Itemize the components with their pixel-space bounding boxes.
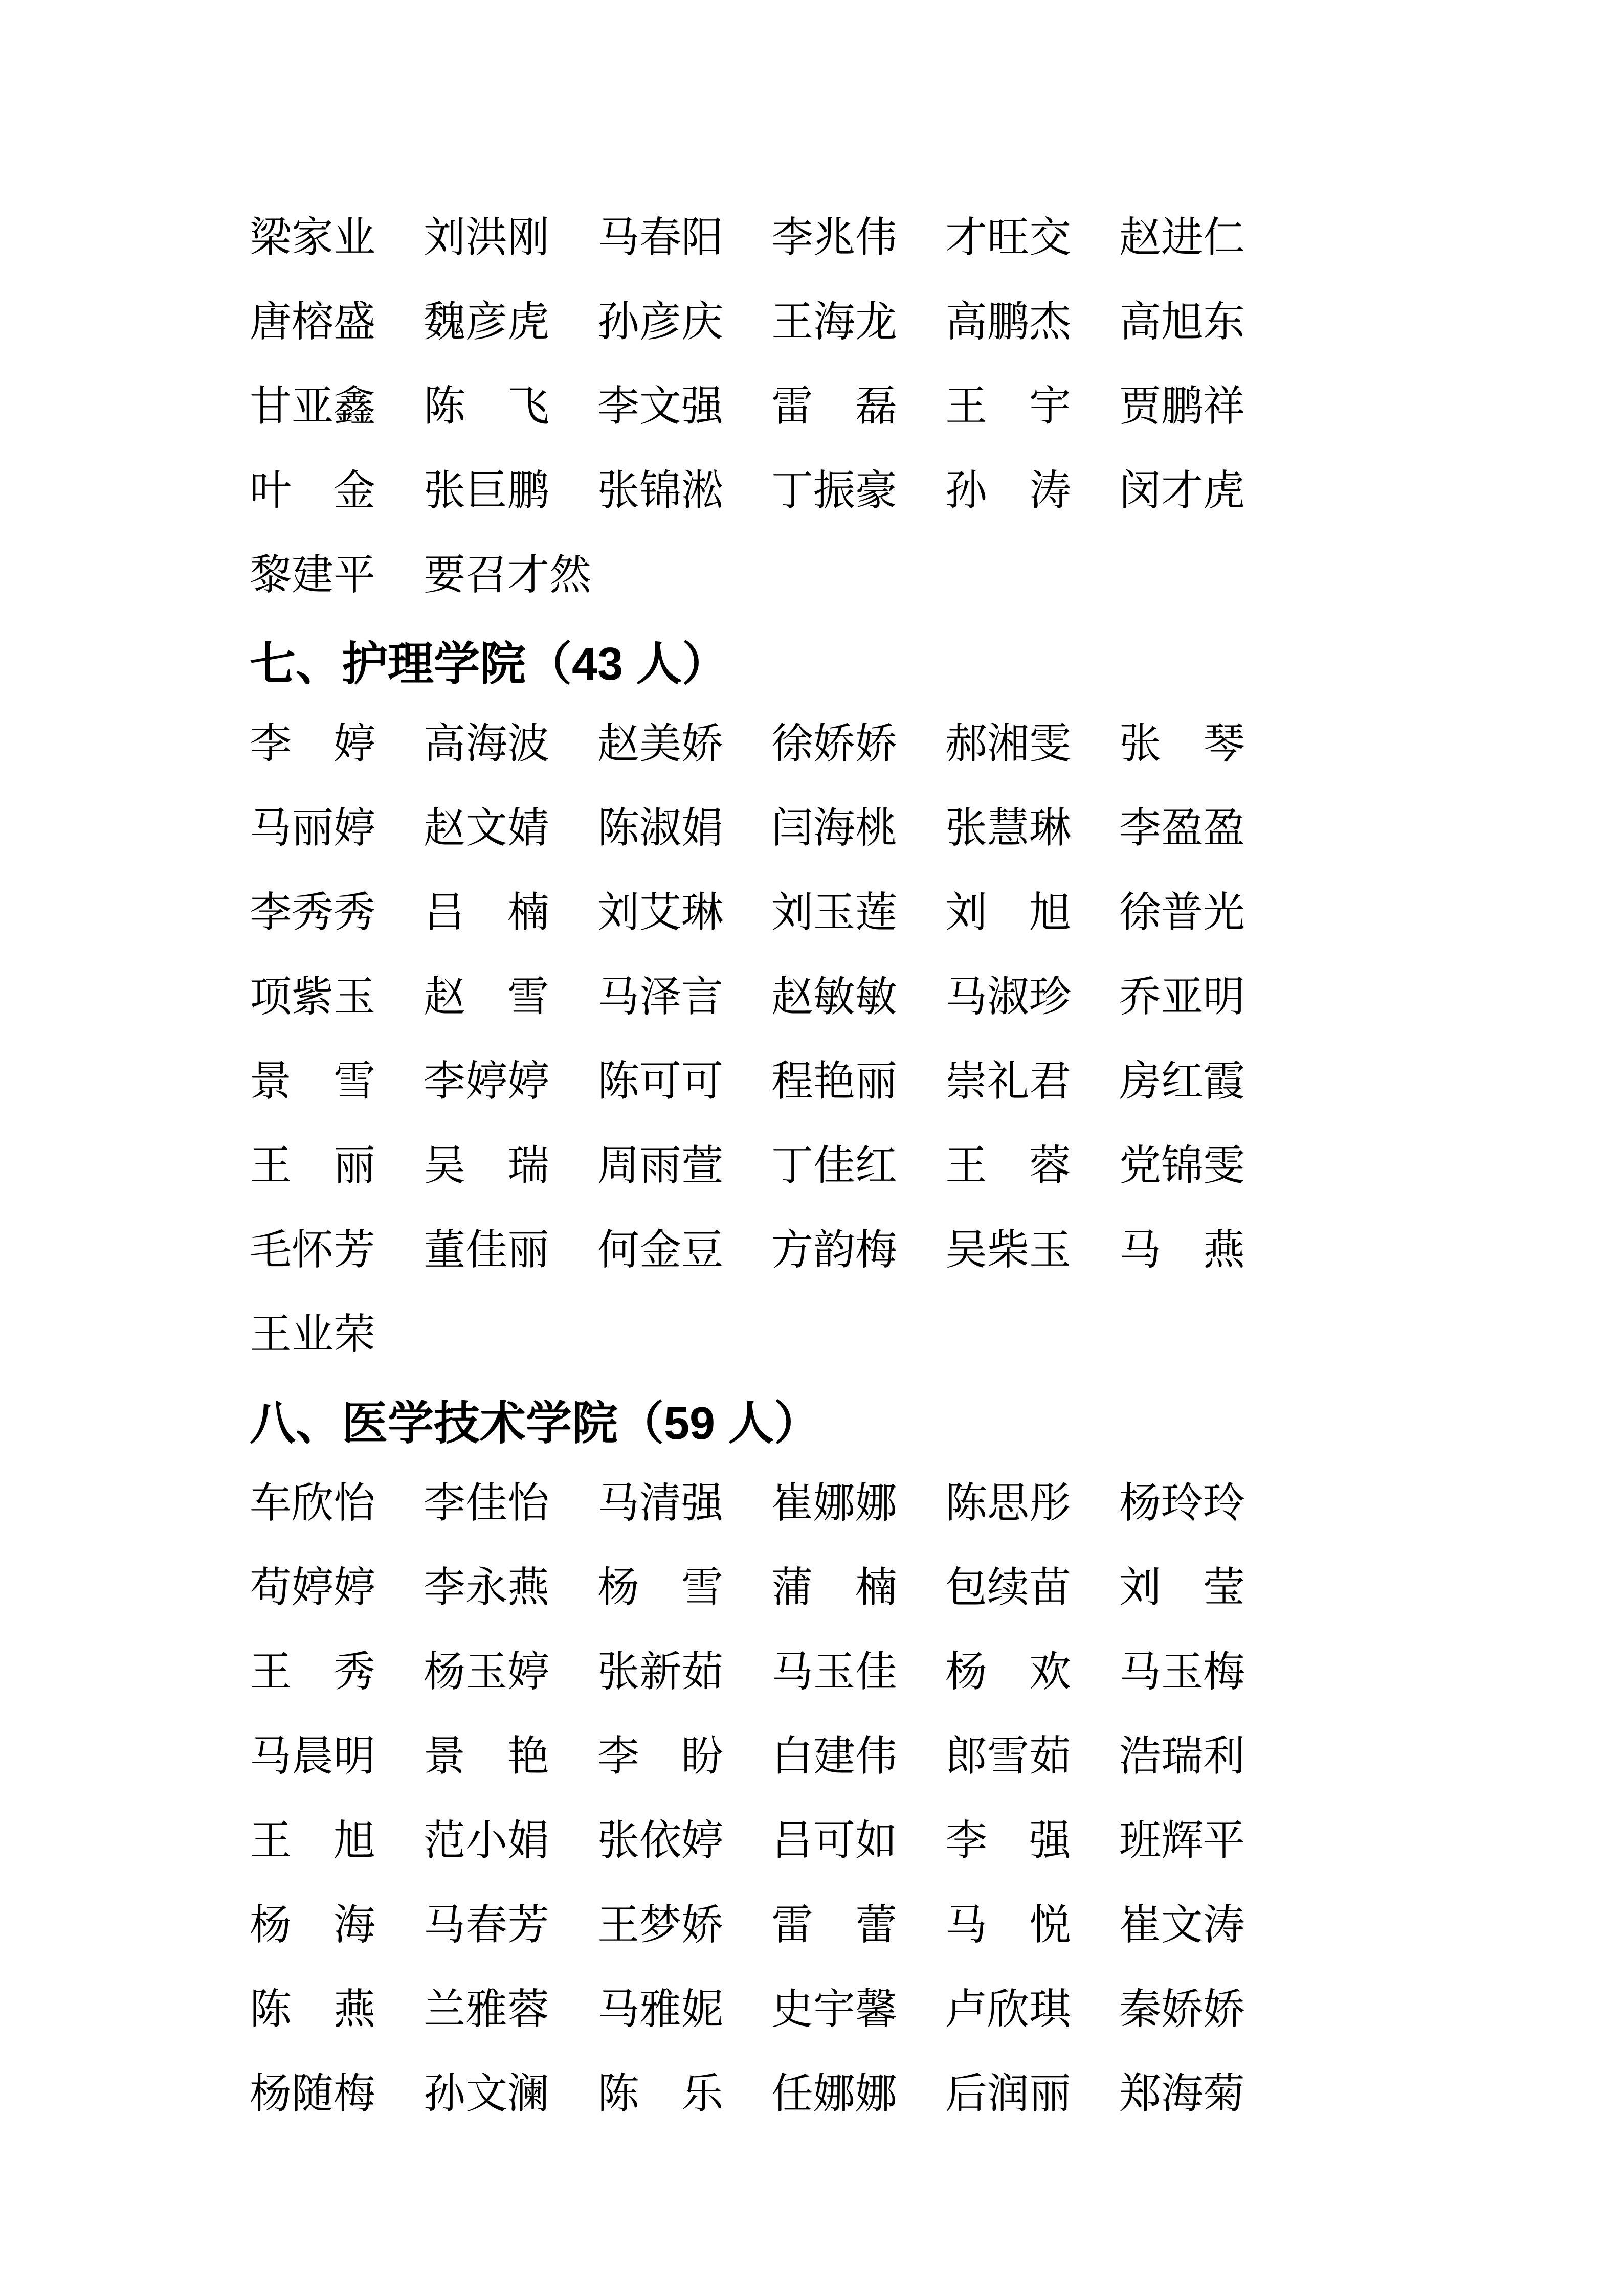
- name-cell: 马晨明: [250, 1733, 376, 1780]
- name-cell: 郑海菊: [1119, 2070, 1245, 2117]
- name-row: [250, 1545, 1375, 1630]
- name-row: [250, 448, 1375, 533]
- name-cell: 浩瑞利: [1119, 1733, 1245, 1780]
- name-list-content: [250, 195, 1375, 2136]
- name-cell: 范小娟: [424, 1817, 550, 1864]
- name-cell: 郝湘雯: [945, 721, 1072, 767]
- name-cell: 郎雪茹: [945, 1733, 1072, 1780]
- name-cell: 李 婷: [250, 721, 376, 767]
- name-cell: 杨 欢: [945, 1649, 1072, 1695]
- name-cell: 毛怀芳: [250, 1227, 376, 1273]
- name-cell: 李秀秀: [250, 889, 376, 936]
- name-cell: 秦娇娇: [1119, 1986, 1245, 2033]
- name-cell: 杨玉婷: [424, 1649, 550, 1695]
- name-cell: 雷 蕾: [771, 1902, 898, 1948]
- name-cell: 陈淑娟: [597, 805, 724, 851]
- name-cell: 王梦娇: [597, 1902, 724, 1948]
- name-cell: 班辉平: [1119, 1817, 1245, 1864]
- name-row: [250, 786, 1375, 870]
- name-cell: 孙彦庆: [597, 299, 724, 345]
- name-cell: 吴 瑞: [424, 1142, 550, 1189]
- name-cell: 赵美娇: [597, 721, 724, 767]
- name-cell: 高海波: [424, 721, 550, 767]
- name-cell: 贾鹏祥: [1119, 383, 1245, 430]
- name-cell: 马清强: [597, 1480, 724, 1526]
- name-cell: 景 雪: [250, 1058, 376, 1105]
- name-cell: 陈 燕: [250, 1986, 376, 2033]
- name-cell: 陈思彤: [945, 1480, 1072, 1526]
- name-cell: 陈可可: [597, 1058, 724, 1105]
- name-row: [250, 280, 1375, 364]
- name-cell: 刘 旭: [945, 889, 1072, 936]
- name-cell: 赵文婧: [424, 805, 550, 851]
- name-cell: 马雅妮: [597, 1986, 724, 2033]
- name-cell: 张锦淞: [597, 467, 724, 514]
- name-cell: 周雨萱: [597, 1142, 724, 1189]
- name-cell: 方韵梅: [771, 1227, 898, 1273]
- heading-nursing-college: 七、护理学院（43 人）: [250, 638, 728, 690]
- name-cell: 张依婷: [597, 1817, 724, 1864]
- name-cell: 李佳怡: [424, 1480, 550, 1526]
- name-cell: 魏彦虎: [424, 299, 550, 345]
- name-cell: 王 宇: [945, 383, 1072, 430]
- name-cell: 任娜娜: [771, 2070, 898, 2117]
- name-cell: 李文强: [597, 383, 724, 430]
- section-nursing-rows: [250, 702, 1375, 1377]
- name-cell: 雷 磊: [771, 383, 898, 430]
- name-cell: 项紫玉: [250, 974, 376, 1020]
- name-cell: 黎建平: [250, 552, 376, 598]
- name-cell: 车欣怡: [250, 1480, 376, 1526]
- name-cell: 刘 莹: [1119, 1564, 1245, 1611]
- name-row: [250, 1461, 1375, 1545]
- name-cell: 闵才虎: [1119, 467, 1245, 514]
- name-cell: 杨随梅: [250, 2070, 376, 2117]
- name-cell: 兰雅蓉: [424, 1986, 550, 2033]
- name-cell: 李 盼: [597, 1733, 724, 1780]
- name-cell: 卢欣琪: [945, 1986, 1072, 2033]
- name-row: [250, 1039, 1375, 1123]
- name-row: [250, 1123, 1375, 1208]
- name-cell: 王海龙: [771, 299, 898, 345]
- name-cell: 孙 涛: [945, 467, 1072, 514]
- name-cell: 董佳丽: [424, 1227, 550, 1273]
- name-cell: 高鹏杰: [945, 299, 1072, 345]
- name-cell: 王业荣: [250, 1311, 376, 1358]
- name-cell: 张新茹: [597, 1649, 724, 1695]
- name-cell: 后润丽: [945, 2070, 1072, 2117]
- name-row: [250, 1967, 1375, 2052]
- name-cell: 景 艳: [424, 1733, 550, 1780]
- name-cell: 张慧琳: [945, 805, 1072, 851]
- name-cell: 陈 乐: [597, 2070, 724, 2117]
- name-cell: 吴柴玉: [945, 1227, 1072, 1273]
- name-cell: 张巨鹏: [424, 467, 550, 514]
- name-cell: 孙文澜: [424, 2070, 550, 2117]
- name-cell: 赵进仁: [1119, 214, 1245, 261]
- name-row: [250, 2052, 1375, 2136]
- name-cell: 史宇馨: [771, 1986, 898, 2033]
- name-cell: 崔文涛: [1119, 1902, 1245, 1948]
- name-cell: 李婷婷: [424, 1058, 550, 1105]
- name-cell: 程艳丽: [771, 1058, 898, 1105]
- name-cell: 杨 雪: [597, 1564, 724, 1611]
- name-cell: 陈 飞: [424, 383, 550, 430]
- name-row: [250, 1292, 1375, 1377]
- name-cell: 徐普光: [1119, 889, 1245, 936]
- name-cell: 白建伟: [771, 1733, 898, 1780]
- name-cell: 唐榕盛: [250, 299, 376, 345]
- name-cell: 何金豆: [597, 1227, 724, 1273]
- name-cell: 丁振豪: [771, 467, 898, 514]
- name-row: [250, 702, 1375, 786]
- name-row: [250, 1630, 1375, 1714]
- name-cell: 房红霞: [1119, 1058, 1245, 1105]
- name-cell: 党锦雯: [1119, 1142, 1245, 1189]
- name-cell: 李永燕: [424, 1564, 550, 1611]
- name-cell: 马春阳: [597, 214, 724, 261]
- name-cell: 王 秀: [250, 1649, 376, 1695]
- heading-medtech-college: 八、医学技术学院（59 人）: [250, 1398, 820, 1449]
- name-cell: 梁家业: [250, 214, 376, 261]
- name-cell: 甘亚鑫: [250, 383, 376, 430]
- name-cell: 王 旭: [250, 1817, 376, 1864]
- name-cell: 乔亚明: [1119, 974, 1245, 1020]
- name-row: [250, 955, 1375, 1039]
- name-cell: 丁佳红: [771, 1142, 898, 1189]
- name-cell: 刘艾琳: [597, 889, 724, 936]
- name-cell: 李兆伟: [771, 214, 898, 261]
- name-cell: 赵敏敏: [771, 974, 898, 1020]
- name-row: [250, 195, 1375, 280]
- name-cell: 包续苗: [945, 1564, 1072, 1611]
- name-cell: 崇礼君: [945, 1058, 1072, 1105]
- name-cell: 刘洪刚: [424, 214, 550, 261]
- name-cell: 闫海桃: [771, 805, 898, 851]
- name-row: [250, 1798, 1375, 1883]
- name-cell: 张 琴: [1119, 721, 1245, 767]
- name-cell: 马春芳: [424, 1902, 550, 1948]
- name-cell: 叶 金: [250, 467, 376, 514]
- name-cell: 刘玉莲: [771, 889, 898, 936]
- name-row: [250, 533, 1375, 617]
- name-row: [250, 1714, 1375, 1798]
- name-cell: 赵 雪: [424, 974, 550, 1020]
- name-cell: 苟婷婷: [250, 1564, 376, 1611]
- name-cell: 杨 海: [250, 1902, 376, 1948]
- section-six-continued-rows: [250, 195, 1375, 617]
- name-cell: 马丽婷: [250, 805, 376, 851]
- name-cell: 吕可如: [771, 1817, 898, 1864]
- name-cell: 崔娜娜: [771, 1480, 898, 1526]
- name-row: [250, 1883, 1375, 1967]
- name-cell: 高旭东: [1119, 299, 1245, 345]
- name-cell: 马玉梅: [1119, 1649, 1245, 1695]
- name-cell: 马 悦: [945, 1902, 1072, 1948]
- name-cell: 王 蓉: [945, 1142, 1072, 1189]
- name-cell: 杨玲玲: [1119, 1480, 1245, 1526]
- name-cell: 马淑珍: [945, 974, 1072, 1020]
- name-cell: 吕 楠: [424, 889, 550, 936]
- name-row: [250, 364, 1375, 448]
- name-row: [250, 1208, 1375, 1292]
- name-cell: 马玉佳: [771, 1649, 898, 1695]
- name-cell: 蒲 楠: [771, 1564, 898, 1611]
- name-cell: 才旺交: [945, 214, 1072, 261]
- name-cell: 马泽言: [597, 974, 724, 1020]
- name-cell: 王 丽: [250, 1142, 376, 1189]
- name-cell: 李 强: [945, 1817, 1072, 1864]
- name-cell: 徐娇娇: [771, 721, 898, 767]
- name-cell: 马 燕: [1119, 1227, 1245, 1273]
- section-medtech-rows: [250, 1461, 1375, 2136]
- name-cell: 李盈盈: [1119, 805, 1245, 851]
- name-cell: 要召才然: [424, 552, 592, 598]
- name-row: [250, 870, 1375, 955]
